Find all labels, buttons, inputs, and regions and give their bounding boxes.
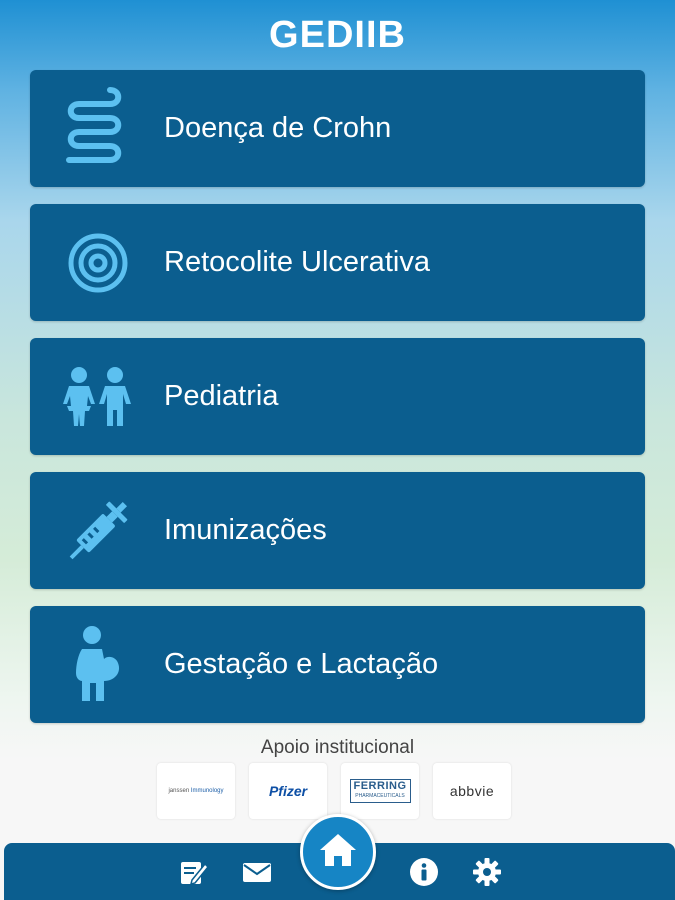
main-menu <box>30 70 645 740</box>
children-icon <box>42 347 154 447</box>
menu-item-imunizacoes[interactable] <box>30 472 645 589</box>
target-icon <box>42 213 154 313</box>
menu-item-label: Gestação e Lactação <box>164 648 439 680</box>
abbvie-logo[interactable] <box>433 763 511 819</box>
intestine-icon <box>42 79 154 179</box>
info-icon[interactable] <box>408 857 440 887</box>
app-title: GEDIIB <box>269 14 406 56</box>
menu-item-pediatria[interactable] <box>30 338 645 455</box>
home-button[interactable] <box>300 814 376 890</box>
menu-item-label: Retocolite Ulcerativa <box>164 246 430 278</box>
settings-icon[interactable] <box>471 857 503 887</box>
pregnant-icon <box>42 615 154 715</box>
janssen-logo[interactable] <box>157 763 235 819</box>
home-icon <box>318 832 358 873</box>
menu-item-crohn[interactable] <box>30 70 645 187</box>
mail-icon[interactable] <box>241 857 273 887</box>
menu-item-label: Doença de Crohn <box>164 112 392 144</box>
menu-item-label: Imunizações <box>164 514 327 546</box>
ferring-logo[interactable] <box>341 763 419 819</box>
menu-item-gestacao[interactable] <box>30 606 645 723</box>
pfizer-logo[interactable] <box>249 763 327 819</box>
ferring-logo-box: FERRING PHARMACEUTICALS <box>350 779 411 803</box>
edit-icon[interactable] <box>178 857 210 887</box>
abbvie-logo-text: abbvie <box>449 783 495 799</box>
sponsor-logos <box>157 763 511 819</box>
syringe-icon <box>42 481 154 581</box>
janssen-logo-text: janssen Immunology <box>168 788 224 794</box>
pfizer-logo-text: Pfizer <box>268 783 308 799</box>
support-heading: Apoio institucional <box>260 737 415 758</box>
menu-item-label: Pediatria <box>164 380 279 412</box>
menu-item-retocolite[interactable] <box>30 204 645 321</box>
